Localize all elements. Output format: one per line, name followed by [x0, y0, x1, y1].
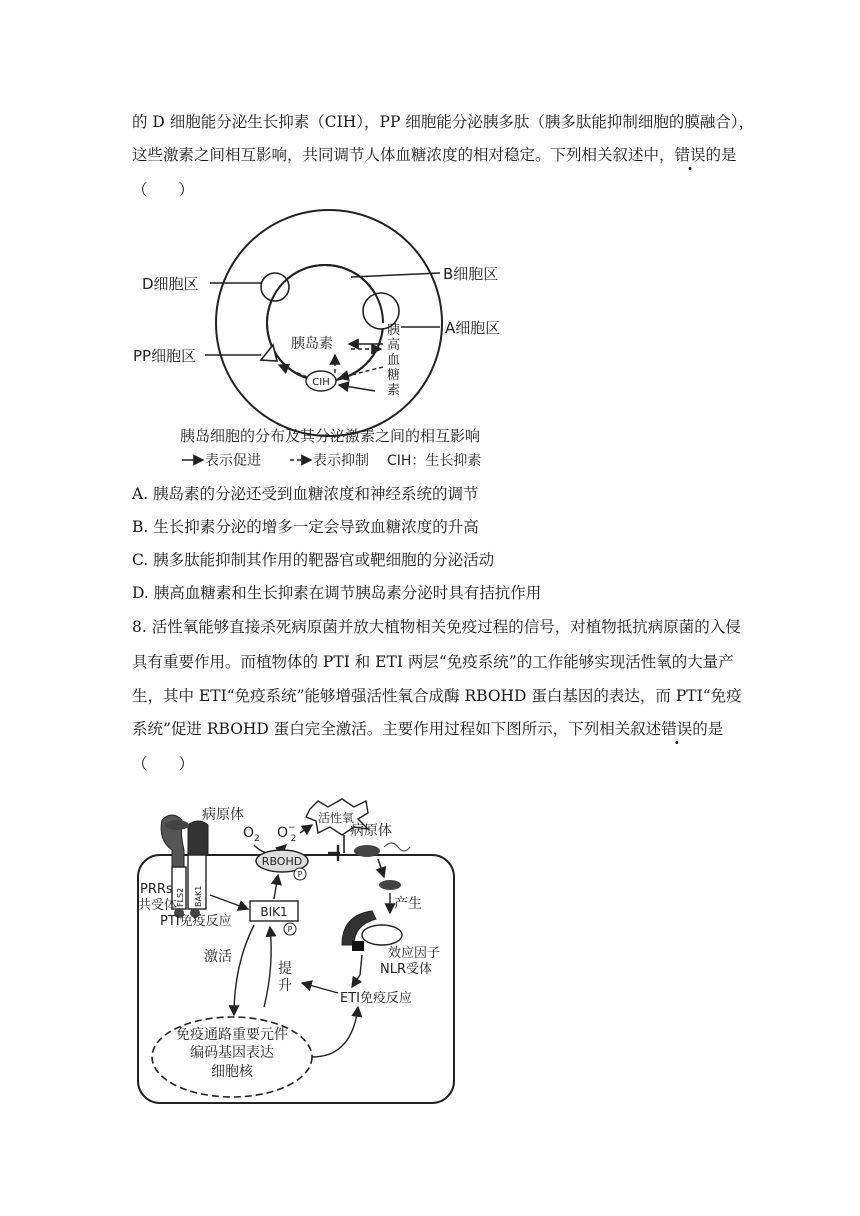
q8-emphasis: 错误: [661, 720, 693, 738]
nucleus-line-1: 免疫通路重要元件: [176, 1027, 288, 1043]
effector-factor: [362, 925, 402, 945]
q7-emphasis: 错误: [674, 146, 706, 164]
pp-cell-triangle: [261, 345, 277, 361]
bik1-phospho-label: P: [287, 925, 293, 934]
svg-text:提: 提: [278, 961, 292, 977]
islet-caption: 胰岛细胞的分布及其分泌激素之间的相互影响: [180, 427, 481, 445]
legend-promote: 表示促进: [205, 453, 261, 469]
superoxide-label: O− 2: [277, 823, 297, 844]
rbohd-phospho-label: P: [297, 870, 303, 879]
svg-text:胰: 胰: [387, 323, 401, 338]
q8-line-1: 8. 活性氧能够直接杀死病原菌并放大植物相关免疫过程的信号，对植物抵抗病原菌的入侵: [132, 618, 741, 636]
q7-option-d: D. 胰高血糖素和生长抑素在调节胰岛素分泌时具有拮抗作用: [132, 584, 542, 602]
pathogen-right-icon: [354, 845, 380, 857]
produce-label: 产生: [394, 896, 422, 912]
rbohd-label: RBOHD: [261, 855, 303, 868]
bak1-label: BAK1: [194, 885, 203, 907]
q7-option-a: A. 胰岛素的分泌还受到血糖浓度和神经系统的调节: [132, 485, 479, 503]
glucagon-label: [387, 322, 400, 398]
svg-text:血: 血: [387, 353, 401, 368]
bik1-label: BIK1: [260, 905, 288, 919]
d-cell-bump: [261, 273, 289, 301]
legend-cih: CIH：生长抑素: [387, 453, 482, 469]
o2-label: $O_2$: [243, 825, 260, 844]
ros-label: 活性氧: [318, 811, 355, 825]
d-zone-label: D细胞区: [142, 275, 199, 293]
q8-answer-paren: （ ）: [132, 755, 195, 773]
nlr-label: NLR受体: [380, 962, 433, 977]
q7-line-2: [132, 145, 737, 165]
cih-label: CIH: [312, 377, 330, 388]
q7-option-c: C. 胰多肽能抑制其作用的靶器官或靶细胞的分泌活动: [132, 551, 495, 569]
q8-line-4: [132, 719, 723, 739]
activate-label: 激活: [204, 949, 232, 965]
q7-line-1: 的 D 细胞能分泌生长抑素（CIH），PP 细胞能分泌胰多肽（胰多肽能抑制细胞的膜融合），: [132, 113, 755, 131]
pp-zone-label: PP细胞区: [133, 347, 197, 365]
legend-inhibit: 表示抑制: [313, 453, 369, 469]
svg-text:升: 升: [278, 978, 292, 994]
effector-pathogen-icon: [379, 880, 401, 890]
q8-line-4-pre: 系统”促进 RBOHD 蛋白完全激活。主要作用过程如下图所示，下列相关叙述: [132, 720, 662, 738]
pathogen-right-label: 病原体: [350, 823, 392, 839]
nucleus-line-2: 编码基因表达: [190, 1045, 274, 1061]
q8-line-2: 具有重要作用。而植物体的 PTI 和 ETI 两层“免疫系统”的工作能够实现活性氧的大量产: [132, 653, 734, 671]
fls2-label: FLS2: [176, 887, 185, 907]
outer-islet-circle: [216, 210, 442, 436]
nucleus-line-3: 细胞核: [211, 1064, 253, 1080]
q7-option-b: B. 生长抑素分泌的增多一定会导致血糖浓度的升高: [132, 518, 479, 536]
prrs-label: PRRs: [140, 882, 173, 897]
svg-text:素: 素: [387, 383, 401, 398]
eti-label: ETI免疫反应: [340, 991, 412, 1006]
q7-line-2-pre: 这些激素之间相互影响，共同调节人体血糖浓度的相对稳定。下列相关叙述中，: [132, 146, 675, 164]
q8-line-4-post: 的是: [692, 720, 724, 738]
q7-answer-paren: （ ）: [132, 181, 195, 199]
a-zone-label: A细胞区: [445, 319, 501, 337]
plant-immunity-diagram: [132, 795, 462, 1110]
coreceptor-label: 共受体: [138, 898, 178, 913]
pathogen-left-icon: [165, 820, 189, 830]
effector-label: 效应因子: [388, 946, 441, 961]
q8-line-3: 生，其中 ETI“免疫系统”能够增强活性氧合成酶 RBOHD 蛋白基因的表达，而 PTI“免疫: [132, 687, 742, 705]
svg-text:糖: 糖: [387, 368, 401, 383]
b-zone-label: B细胞区: [443, 265, 499, 283]
insulin-label: 胰岛素: [291, 336, 333, 352]
raise-label: [278, 960, 292, 994]
pti-label: PTI免疫反应: [160, 914, 232, 929]
svg-text:高: 高: [387, 338, 401, 353]
pathogen-left-label: 病原体: [202, 807, 244, 823]
q7-line-2-post: 的是: [705, 146, 737, 164]
islet-diagram: [125, 205, 545, 475]
